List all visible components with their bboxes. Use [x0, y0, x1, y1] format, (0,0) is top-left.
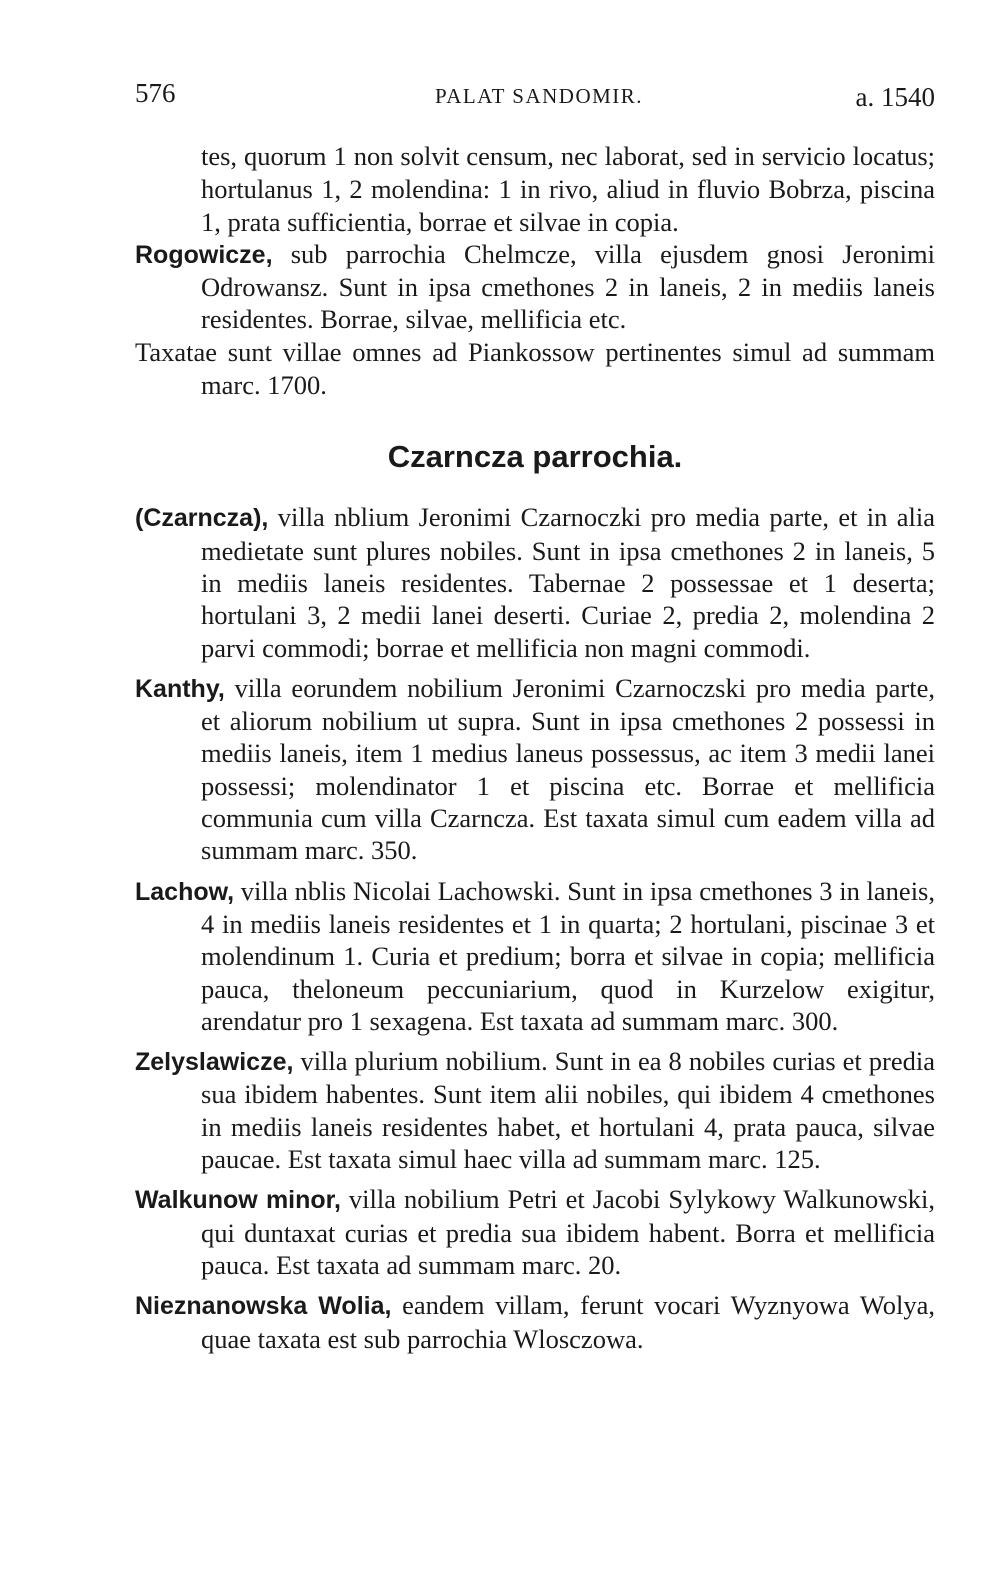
entry-continuation — [135, 140, 935, 238]
running-header — [135, 78, 935, 118]
entry-keyword: Zelyslawicze, — [135, 1048, 294, 1077]
entry-text: Taxatae sunt villae omnes ad Piankossow pertinentes simul ad summam marc. 1700. — [135, 336, 935, 401]
entry-czarncza — [135, 501, 935, 663]
entry-text: villa nblis Nicolai Lachowski. Sunt in ipsa cmethones 3 in laneis, 4 in mediis laneis residentes et 1 in quarta; 2 hortulani, piscinae 3 et molendinum 1. Curia et predium; borra et silvae in copia; mellificia pauca, theloneum peccuniarium, quod in Kurzelow exigitur, arendatur pro 1 sexagena. Est taxata ad summam marc. 300. — [201, 875, 935, 1036]
page-number: 576 — [135, 78, 176, 108]
section-heading: Czarncza parrochia. — [387, 439, 683, 475]
entry-keyword: Rogowicze, — [135, 240, 273, 269]
entry-text: villa nblium Jeronimi Czarnoczki pro media parte, et in alia medietate sunt plures nobiles. Sunt in ipsa cmethones 2 in laneis, 5 in mediis laneis residentes. Tabernae 2 possessae et 1 deserta; hortulani 3, 2 medii lanei deserti. Curiae 2, predia 2, molendina 2 parvi commodi; borrae et mellificia non magni commodi. — [201, 502, 935, 663]
entry-keyword: Walkunow minor, — [135, 1186, 341, 1215]
body-text — [135, 140, 935, 1355]
running-title: PALAT SANDOMIR. — [435, 84, 644, 108]
entry-lachow — [135, 875, 935, 1037]
entry-keyword: Lachow, — [135, 877, 235, 906]
entry-keyword: (Czarncza), — [135, 504, 269, 533]
entry-nieznanowska — [135, 1289, 935, 1355]
entry-rogowicze — [135, 238, 935, 336]
entry-text: villa plurium nobilium. Sunt in ea 8 nobiles curias et predia sua ibidem habentes. Sunt item alii nobiles, qui ibidem 4 cmethones in mediis laneis residentes habet, et hortulani 4, prata pauca, silvae paucae. Est taxata simul haec villa ad summam marc. 125. — [201, 1046, 935, 1175]
entry-taxatae — [135, 336, 935, 402]
entry-text: sub parrochia Chelmcze, villa ejusdem gnosi Jeronimi Odrowansz. Sunt in ipsa cmethones 2 in laneis, 2 in mediis laneis residentes. Borrae, silvae, mellificia etc. — [201, 238, 935, 335]
entry-keyword: Kanthy, — [135, 674, 225, 703]
entry-text: villa eorundem nobilium Jeronimi Czarnoczski pro media parte, et aliorum nobilium ut supra. Sunt in ipsa cmethones 2 possessi in mediis laneis, item 1 medius laneus possessus, ac item 3 medii lanei possessi; molendinator 1 et piscina etc. Borrae et mellificia communia cum villa Czarncza. Est taxata simul cum eadem villa ad summam marc. 350. — [201, 672, 935, 866]
entry-text: tes, quorum 1 non solvit censum, nec laborat, sed in servicio locatus; hortulanus 1, 2 molendina: 1 in rivo, aliud in fluvio Bobrza, piscina 1, prata sufficientia, borrae et silvae in copia. — [201, 141, 935, 237]
entry-text: eandem villam, ferunt vocari Wyznyowa Wolya, quae taxata est sub parrochia Wlosczowa. — [201, 1290, 935, 1354]
entry-text: villa nobilium Petri et Jacobi Sylykowy Walkunowski, qui duntaxat curias et predia sua ibidem habent. Borra et mellificia pauca. Est taxata ad summam marc. 20. — [201, 1184, 935, 1280]
entry-zelyslawicze — [135, 1045, 935, 1175]
header-year: a. 1540 — [855, 82, 935, 112]
entry-walkunow — [135, 1183, 935, 1281]
entry-kanthy — [135, 672, 935, 867]
entry-keyword: Nieznanowska Wolia, — [135, 1292, 392, 1321]
